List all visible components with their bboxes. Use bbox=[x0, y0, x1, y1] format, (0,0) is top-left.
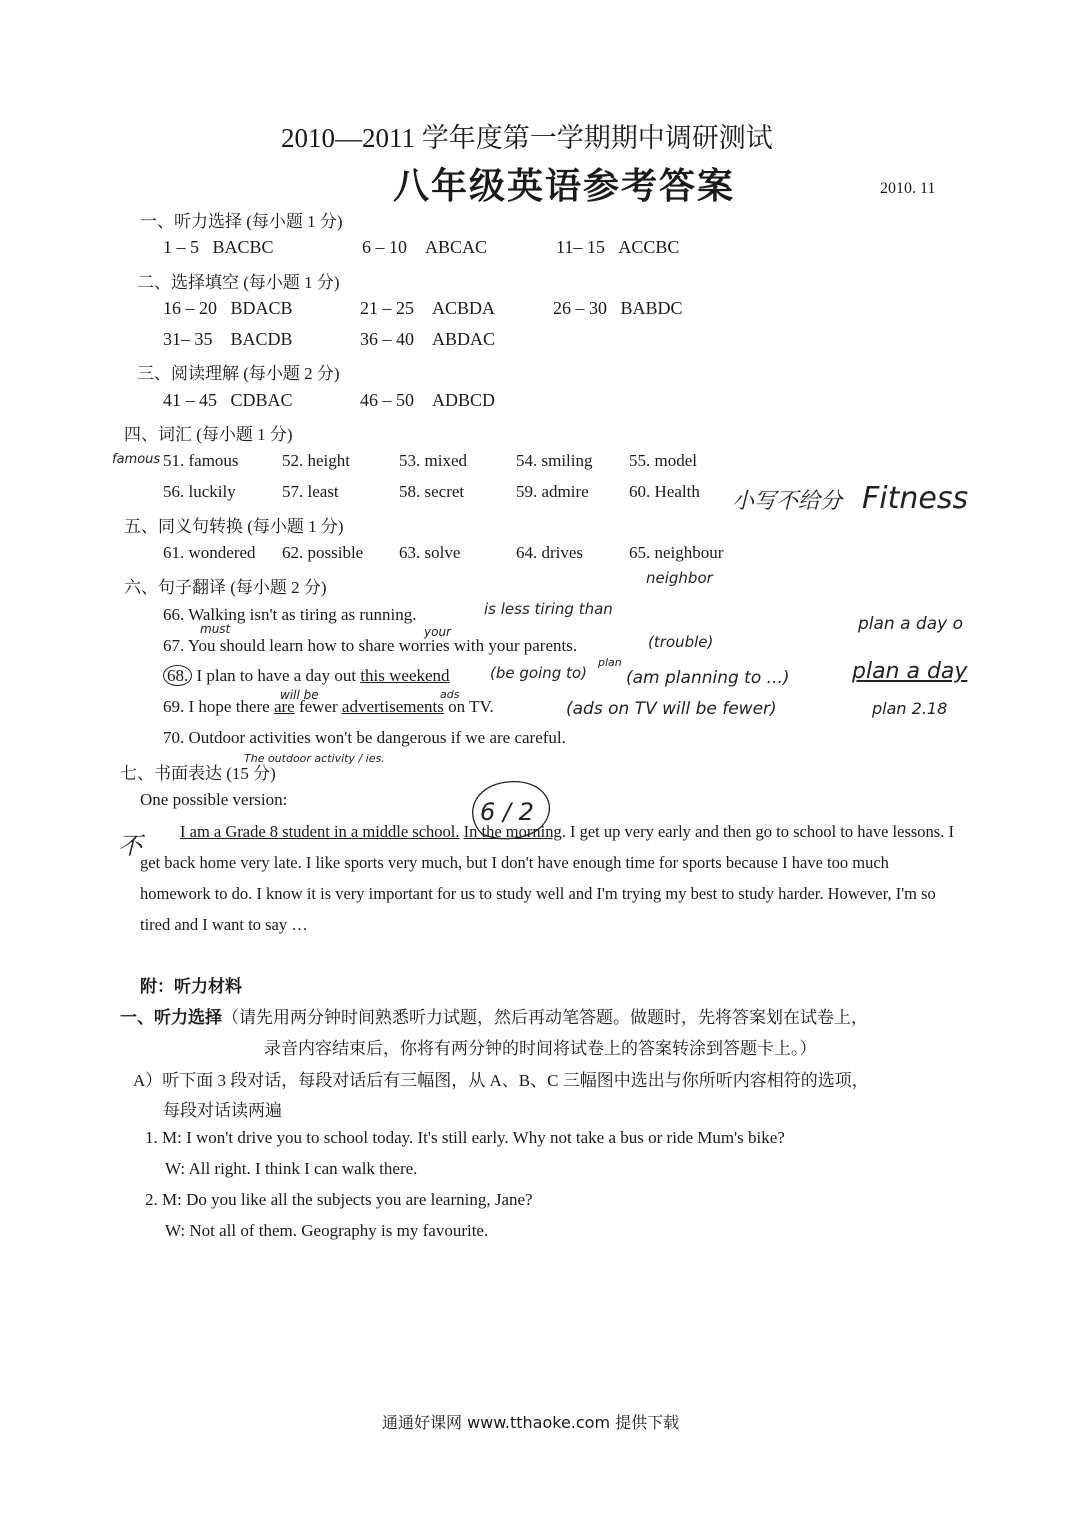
part-a-instruction: A）听下面 3 段对话，每段对话后有三幅图，从 A、B、C 三幅图中选出与你所听内容相符的选项， bbox=[133, 1071, 869, 1090]
answer: BACBC bbox=[212, 237, 274, 257]
underlined-phrase: this weekend bbox=[360, 666, 450, 685]
answer: BACDB bbox=[230, 329, 293, 349]
answer: BABDC bbox=[620, 298, 683, 318]
hw-fitness: Fitness bbox=[862, 481, 969, 516]
answer-row-16-20 bbox=[163, 298, 293, 319]
appendix-heading-note: （请先用两分钟时间熟悉听力试题，然后再动笔答题。做题时，先将答案划在试卷上， bbox=[222, 1008, 868, 1027]
translation-67: 67. You should learn how to share worries with your parents. bbox=[163, 636, 578, 655]
range: 16 – 20 bbox=[163, 298, 217, 318]
underlined-word: are bbox=[273, 697, 295, 716]
hw-plan-day-1: plan a day o bbox=[858, 614, 964, 634]
page-title: 八年级英语参考答案 bbox=[393, 166, 736, 206]
appendix-title: 附：听力材料 bbox=[140, 977, 242, 996]
range: 21 – 25 bbox=[360, 298, 414, 318]
dialogue-2-w: W: Not all of them. Geography is my favourite. bbox=[165, 1221, 489, 1240]
translation-68 bbox=[163, 666, 450, 686]
range: 41 – 45 bbox=[163, 390, 217, 410]
vocab-answer: 54. smiling bbox=[516, 451, 593, 470]
underlined-phrase: In the morning bbox=[463, 822, 562, 841]
range: 31– 35 bbox=[163, 329, 213, 349]
synonym-answer: 61. wondered bbox=[163, 543, 256, 562]
range: 36 – 40 bbox=[360, 329, 414, 349]
answer-row-1-5 bbox=[163, 237, 274, 258]
hw-plan: plan bbox=[598, 656, 622, 669]
answer: ACCBC bbox=[618, 237, 680, 257]
date-label: 2010. 11 bbox=[880, 180, 936, 197]
answer: ABDAC bbox=[432, 329, 496, 349]
vocab-answer: 60. Health bbox=[629, 482, 700, 501]
section-1-heading: 一、听力选择 (每小题 1 分) bbox=[140, 212, 343, 231]
hw-less-tiring: is less tiring than bbox=[484, 600, 613, 618]
underlined-word: advertisements bbox=[341, 697, 444, 716]
sentence-part: on TV. bbox=[443, 697, 494, 716]
range: 11– 15 bbox=[556, 237, 605, 257]
hw-ads: ads bbox=[440, 688, 460, 701]
hw-outdoor: The outdoor activity / ies. bbox=[244, 752, 385, 765]
appendix-note-cont: 录音内容结束后，你将有两分钟的时间将试卷上的答案转涂到答题卡上。） bbox=[264, 1039, 817, 1058]
hw-score: 6 / 2 bbox=[480, 798, 534, 826]
answer-row-46-50 bbox=[360, 390, 495, 411]
vocab-answer: 52. height bbox=[282, 451, 350, 470]
answer-row-11-15 bbox=[556, 237, 679, 258]
section-6-heading: 六、句子翻译 (每小题 2 分) bbox=[124, 578, 327, 597]
hw-going-to: (be going to) bbox=[490, 664, 587, 682]
hw-plan-day-2: plan a day bbox=[852, 659, 968, 684]
answer: BDACB bbox=[230, 298, 293, 318]
essay-body: . I get up very early and then go to school to have lessons. I get back home very late. I like sports very much, but I don't have enough time for sports because I have too much homework to do. I know it is very important for us to study well and I'm trying my best to study harder. However, I'm so tired and I want to say … bbox=[140, 822, 954, 934]
section-5-heading: 五、同义句转换 (每小题 1 分) bbox=[124, 517, 344, 536]
synonym-answer: 64. drives bbox=[516, 543, 584, 562]
vocab-answer: 53. mixed bbox=[399, 451, 467, 470]
answer-row-36-40 bbox=[360, 329, 495, 350]
dialogue-1-m: 1. M: I won't drive you to school today. It's still early. Why not take a bus or ride Mum's bike? bbox=[145, 1128, 785, 1147]
synonym-answer: 62. possible bbox=[282, 543, 364, 562]
answer-row-31-35 bbox=[163, 329, 293, 350]
section-7-heading: 七、书面表达 (15 分) bbox=[120, 764, 276, 783]
range: 1 – 5 bbox=[163, 237, 199, 257]
section-3-heading: 三、阅读理解 (每小题 2 分) bbox=[137, 364, 340, 383]
sentence-part: 69. I hope there bbox=[163, 697, 274, 716]
dialogue-1-w: W: All right. I think I can walk there. bbox=[165, 1159, 418, 1178]
answer: ADBCD bbox=[432, 390, 496, 410]
vocab-answer: 55. model bbox=[629, 451, 697, 470]
section-2-heading: 二、选择填空 (每小题 1 分) bbox=[137, 273, 340, 292]
hw-trouble: (trouble) bbox=[648, 633, 714, 651]
version-label: One possible version: bbox=[140, 790, 288, 809]
appendix-heading-label: 一、听力选择 bbox=[120, 1008, 222, 1027]
range: 6 – 10 bbox=[362, 237, 407, 257]
translation-70: 70. Outdoor activities won't be dangerous if we are careful. bbox=[163, 728, 566, 747]
hw-plan-day-3: plan 2.18 bbox=[872, 699, 948, 718]
hw-margin-mark: 不 bbox=[118, 832, 142, 860]
range: 46 – 50 bbox=[360, 390, 414, 410]
translation-66: 66. Walking isn't as tiring as running. bbox=[163, 605, 417, 624]
exam-title: 2010—2011 学年度第一学期期中调研测试 bbox=[281, 123, 773, 153]
hw-your: your bbox=[424, 625, 451, 639]
synonym-answer: 63. solve bbox=[399, 543, 461, 562]
hw-will-be: will be bbox=[280, 688, 319, 702]
vocab-answer: 51. famous bbox=[163, 451, 239, 470]
sentence-start: I plan to have a day out bbox=[196, 666, 361, 685]
answer: ABCAC bbox=[425, 237, 488, 257]
footer-source: 通通好课网 www.tthaoke.com 提供下载 bbox=[382, 1413, 680, 1432]
hw-neighbor: neighbor bbox=[646, 569, 713, 587]
underlined-sentence: I am a Grade 8 student in a middle school. bbox=[180, 822, 460, 841]
answer-row-21-25 bbox=[360, 298, 495, 319]
vocab-answer: 57. least bbox=[282, 482, 339, 501]
hw-ads-on-tv: (ads on TV will be fewer) bbox=[566, 699, 777, 719]
part-a-instruction-cont: 每段对话读两遍 bbox=[163, 1101, 282, 1120]
answer-row-26-30 bbox=[553, 298, 683, 319]
hw-score-circle bbox=[462, 776, 562, 842]
hw-famous: famous bbox=[112, 452, 161, 467]
question-number: 68. bbox=[163, 665, 192, 686]
hw-must: must bbox=[200, 622, 231, 636]
range: 26 – 30 bbox=[553, 298, 607, 318]
vocab-answer: 56. luckily bbox=[163, 482, 236, 501]
answer: CDBAC bbox=[230, 390, 293, 410]
answer: ACBDA bbox=[432, 298, 496, 318]
dialogue-2-m: 2. M: Do you like all the subjects you are learning, Jane? bbox=[145, 1190, 533, 1209]
section-4-heading: 四、词汇 (每小题 1 分) bbox=[124, 425, 293, 444]
appendix-heading bbox=[120, 1003, 868, 1028]
hw-planning: (am planning to ...) bbox=[626, 668, 790, 688]
synonym-answer: 65. neighbour bbox=[629, 543, 724, 562]
vocab-answer: 58. secret bbox=[399, 482, 465, 501]
hw-fitness-cn: 小写不给分 bbox=[732, 489, 843, 514]
vocab-answer: 59. admire bbox=[516, 482, 589, 501]
answer-row-6-10 bbox=[362, 237, 487, 258]
sentence-part: fewer bbox=[294, 697, 342, 716]
answer-row-41-45 bbox=[163, 390, 293, 411]
